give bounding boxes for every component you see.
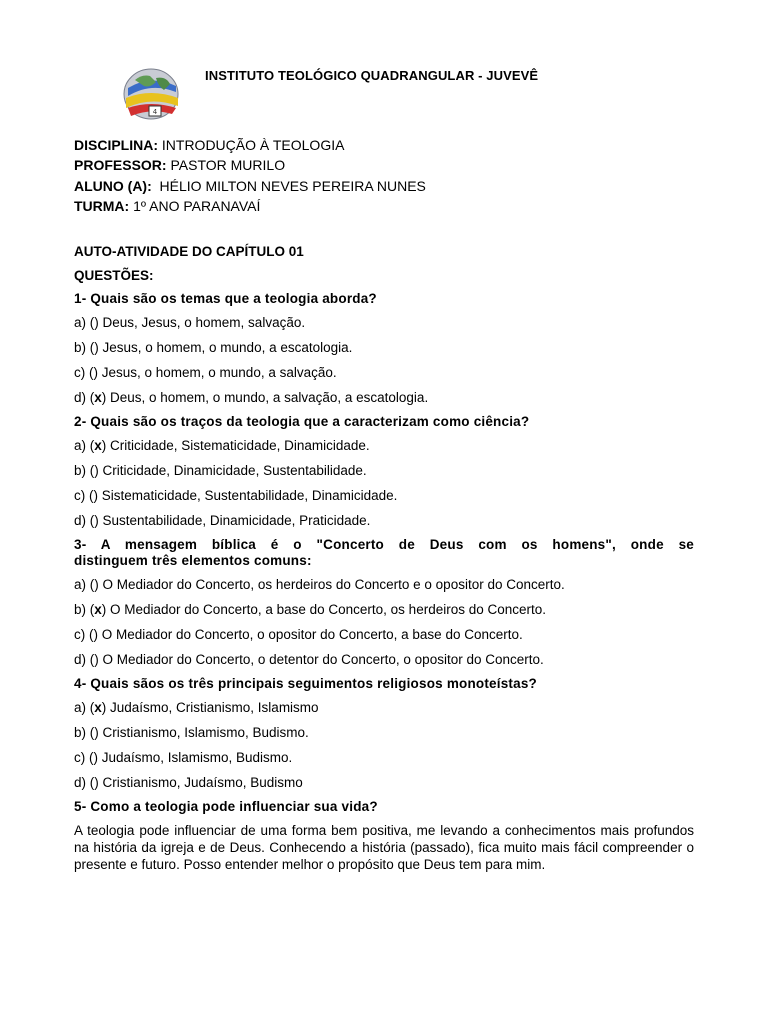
q1-option-a: a) () Deus, Jesus, o homem, salvação. [74,315,306,330]
q4-option-d: d) () Cristianismo, Judaísmo, Budismo [74,775,303,790]
disciplina-line [74,137,344,154]
q3-option-b: b) (x) O Mediador do Concerto, a base do Concerto, os herdeiros do Concerto. [74,602,547,617]
q2-option-c: c) () Sistematicidade, Sustentabilidade, Dinamicidade. [74,488,398,503]
disciplina-value: INTRODUÇÃO À TEOLOGIA [158,137,345,153]
question-1: 1- Quais são os temas que a teologia aborda? [74,291,377,306]
aluno-label: ALUNO (A): [74,178,152,194]
turma-line [74,198,260,215]
q3-option-a: a) () O Mediador do Concerto, os herdeiros do Concerto e o opositor do Concerto. [74,577,565,592]
question-3-line-2: distinguem três elementos comuns: [74,553,312,568]
question-5: 5- Como a teologia pode influenciar sua vida? [74,799,378,814]
professor-line [74,157,285,174]
activity-content [74,244,694,873]
institution-title: INSTITUTO TEOLÓGICO QUADRANGULAR - JUVEVÊ [205,68,539,83]
disciplina-label: DISCIPLINA: [74,137,158,153]
svg-text:4: 4 [152,108,158,116]
question-5-answer: A teologia pode influenciar de uma forma bem positiva, me levando a conhecimentos mais profundos na história da igreja e de Deus. Conhecendo a história (passado), fica muito mais fácil compreender o presente e futuro. Posso entender melhor o propósito que Deus tem para mim. [74,823,694,872]
q4-option-c: c) () Judaísmo, Islamismo, Budismo. [74,750,293,765]
quadrangular-globe-logo-icon [120,66,186,128]
q4-option-b: b) () Cristianismo, Islamismo, Budismo. [74,725,309,740]
q3-option-c: c) () O Mediador do Concerto, o opositor do Concerto, a base do Concerto. [74,627,523,642]
q1-option-d: d) (x) Deus, o homem, o mundo, a salvação, a escatologia. [74,390,429,405]
institution-logo [120,66,186,128]
aluno-line [74,178,426,195]
aluno-value: HÉLIO MILTON NEVES PEREIRA NUNES [151,178,426,194]
q1-option-c: c) () Jesus, o homem, o mundo, a salvação. [74,365,337,380]
turma-label: TURMA: [74,198,130,214]
question-3-line-1: 3- A mensagem bíblica é o "Concerto de Deus com os homens", onde se [74,537,694,552]
q2-option-d: d) () Sustentabilidade, Dinamicidade, Praticidade. [74,513,371,528]
q3-option-d: d) () O Mediador do Concerto, o detentor do Concerto, o opositor do Concerto. [74,652,544,667]
turma-value: 1º ANO PARANAVAÍ [129,198,261,214]
q2-option-b: b) () Criticidade, Dinamicidade, Sustentabilidade. [74,463,367,478]
professor-value: PASTOR MURILO [166,157,286,173]
section-title: AUTO-ATIVIDADE DO CAPÍTULO 01 [74,244,304,259]
professor-label: PROFESSOR: [74,157,167,173]
q2-option-a: a) (x) Criticidade, Sistematicidade, Dinamicidade. [74,438,370,453]
question-2: 2- Quais são os traços da teologia que a caracterizam como ciência? [74,414,530,429]
q4-option-a: a) (x) Judaísmo, Cristianismo, Islamismo [74,700,319,715]
q1-option-b: b) () Jesus, o homem, o mundo, a escatologia. [74,340,353,355]
question-4: 4- Quais sãos os três principais seguimentos religiosos monoteístas? [74,676,537,691]
questions-label: QUESTÕES: [74,268,154,283]
